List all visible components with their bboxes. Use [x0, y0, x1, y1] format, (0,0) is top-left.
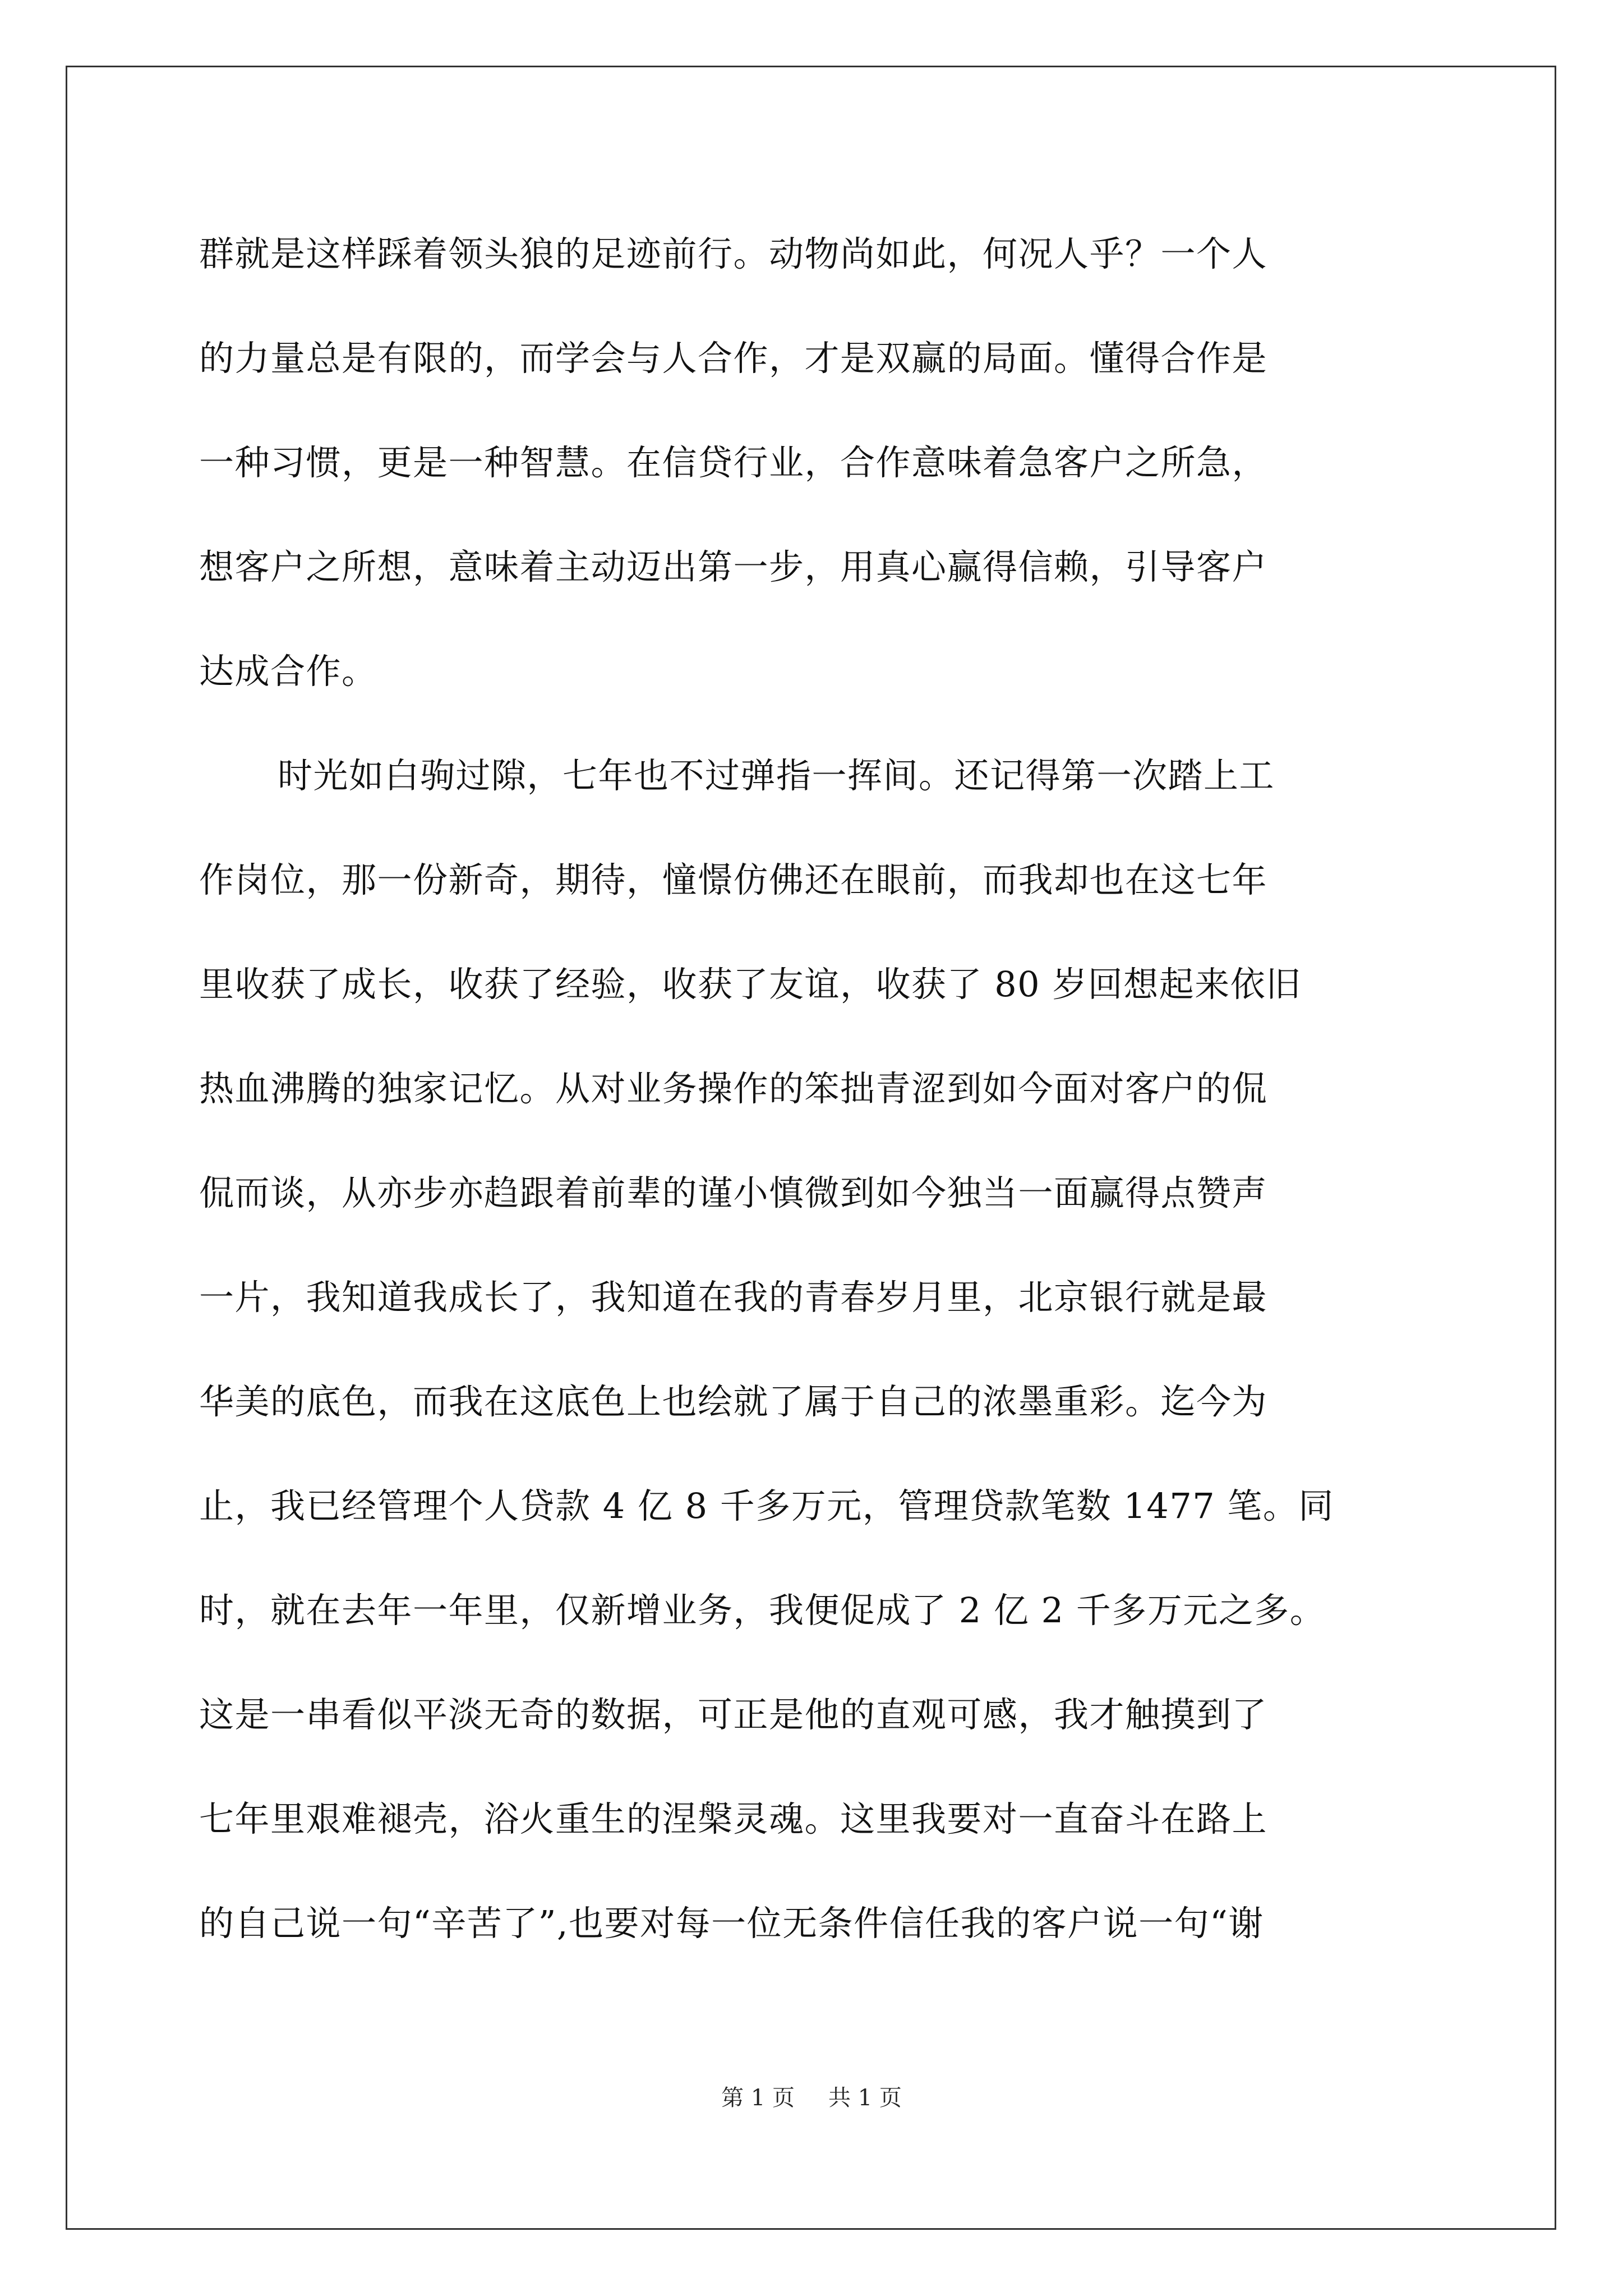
text-line: 群就是这样踩着领头狼的足迹前行。动物尚如此，何况人乎？一个人 [199, 233, 1268, 274]
document-body [199, 202, 1427, 1976]
text-line: 止，我已经管理个人贷款 4 亿 8 千多万元，管理贷款笔数 1477 笔。同 [199, 1485, 1334, 1526]
text-line: 七年里艰难褪壳，浴火重生的涅槃灵魂。这里我要对一直奋斗在路上 [199, 1798, 1268, 1839]
paragraph-2 [199, 724, 1427, 1976]
page-number: 第 1 页 [721, 2085, 795, 2111]
text-line: 的力量总是有限的，而学会与人合作，才是双赢的局面。懂得合作是 [199, 338, 1268, 379]
text-line: 时，就在去年一年里，仅新增业务，我便促成了 2 亿 2 千多万元之多。 [199, 1590, 1326, 1631]
page-footer [0, 2084, 1623, 2112]
text-line: 华美的底色，而我在这底色上也绘就了属于自己的浓墨重彩。迄今为 [199, 1381, 1268, 1422]
paragraph-1 [199, 202, 1427, 724]
text-line: 的自己说一句“辛苦了”,也要对每一位无条件信任我的客户说一句“谢 [199, 1903, 1264, 1944]
text-line: 侃而谈，从亦步亦趋跟着前辈的谨小慎微到如今独当一面赢得点赞声 [199, 1172, 1268, 1213]
text-line: 时光如白驹过隙，七年也不过弹指一挥间。还记得第一次踏上工 [278, 755, 1275, 796]
text-line: 想客户之所想，意味着主动迈出第一步，用真心赢得信赖，引导客户 [199, 546, 1268, 587]
text-line: 作岗位，那一份新奇，期待，憧憬仿佛还在眼前，而我却也在这七年 [199, 859, 1268, 900]
text-line: 里收获了成长，收获了经验，收获了友谊，收获了 80 岁回想起来依旧 [199, 964, 1302, 1005]
text-line: 达成合作。 [199, 651, 377, 692]
text-line: 一片，我知道我成长了，我知道在我的青春岁月里，北京银行就是最 [199, 1277, 1268, 1318]
text-line: 热血沸腾的独家记忆。从对业务操作的笨拙青涩到如今面对客户的侃 [199, 1068, 1268, 1109]
text-line: 一种习惯，更是一种智慧。在信贷行业，合作意味着急客户之所急， [199, 442, 1268, 483]
page-total: 共 1 页 [828, 2085, 902, 2111]
text-line: 这是一串看似平淡无奇的数据，可正是他的直观可感，我才触摸到了 [199, 1694, 1268, 1735]
